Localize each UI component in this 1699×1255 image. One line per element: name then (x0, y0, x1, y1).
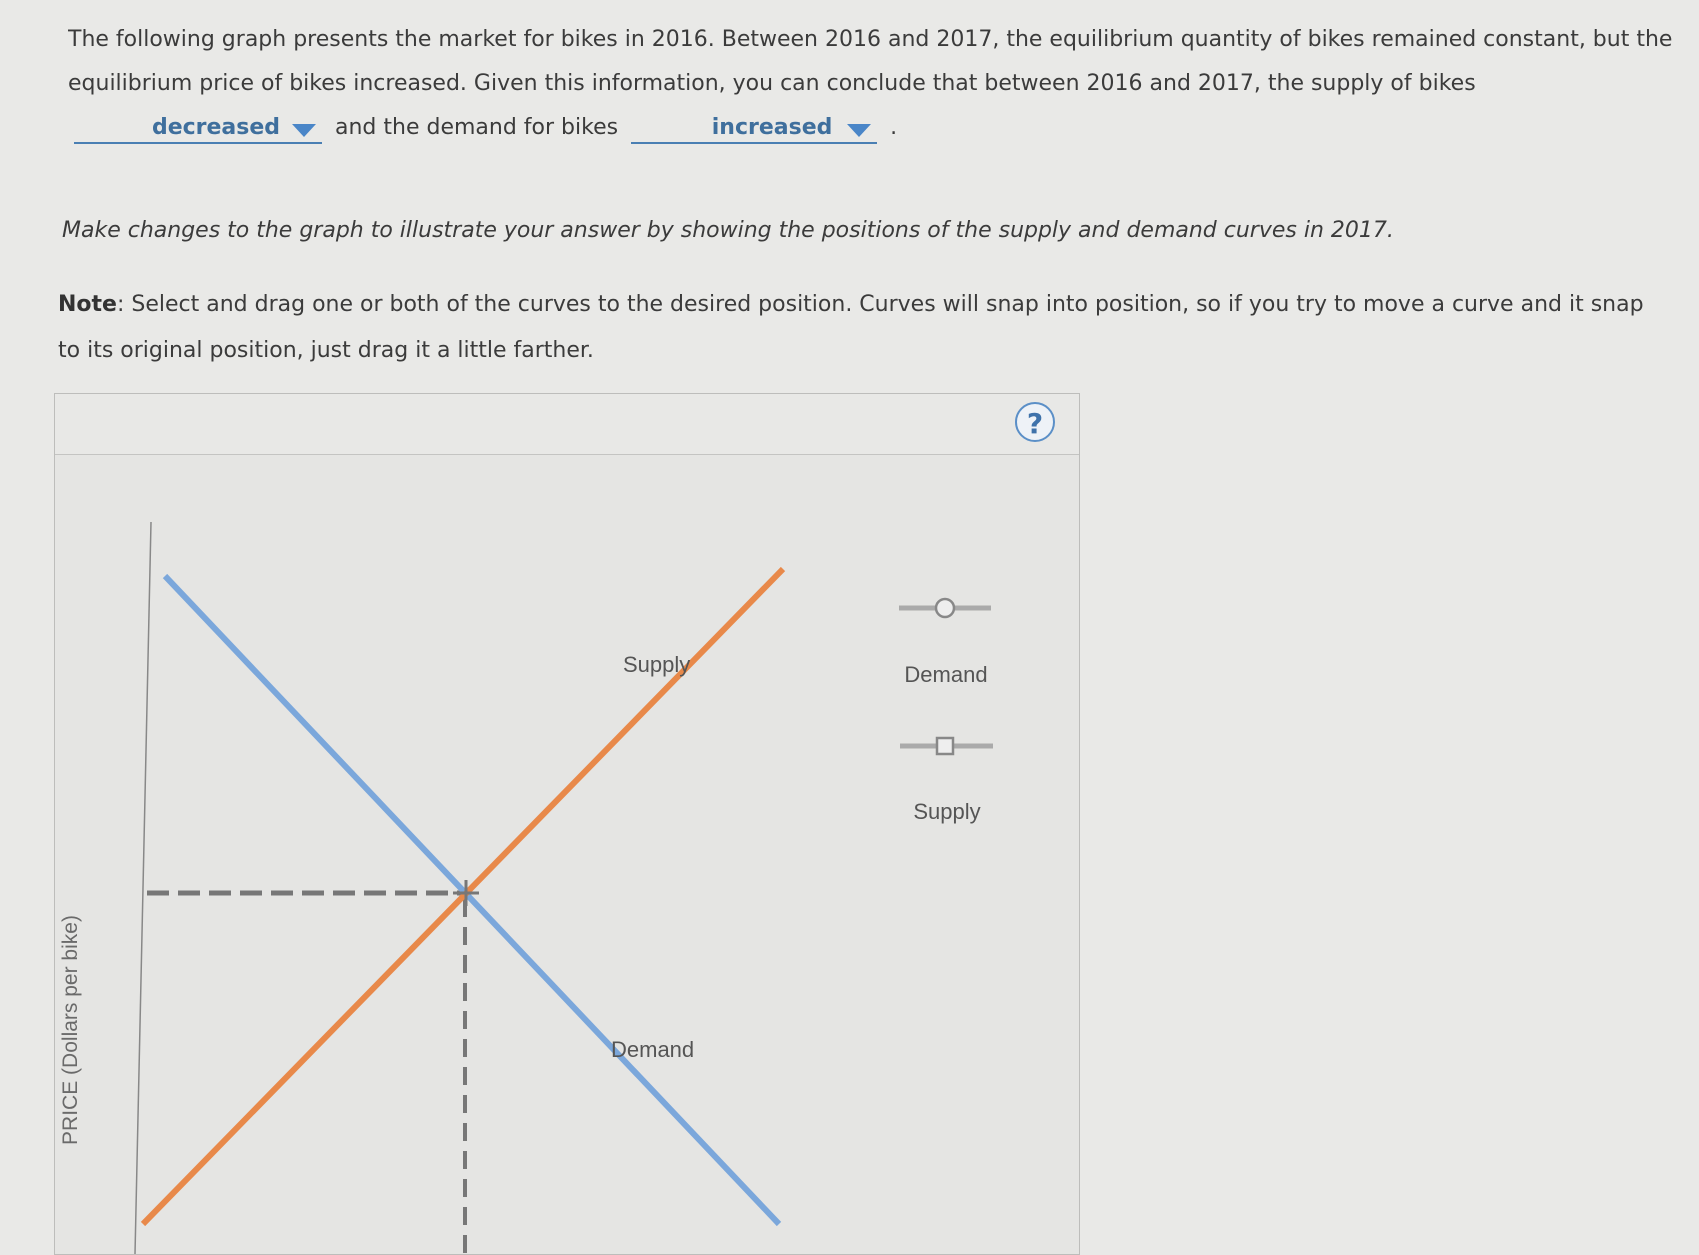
note-line-1 (58, 282, 1698, 328)
question-end-text: . (890, 115, 898, 140)
help-icon[interactable]: ? (1015, 402, 1055, 442)
y-axis-label: PRICE (Dollars per bike) (59, 915, 82, 1145)
demand-curve-label: Demand (611, 1037, 695, 1062)
question-text (68, 18, 1688, 150)
supply-change-dropdown[interactable] (74, 106, 322, 144)
question-line-2: equilibrium price of bikes increased. Given this information, you can conclude that between 2016 and 2017, the supply of bikes (68, 71, 1476, 96)
legend-supply-tool[interactable] (900, 738, 993, 824)
dropdown-caret-icon[interactable] (847, 124, 871, 137)
question-line-1: The following graph presents the market for bikes in 2016. Between 2016 and 2017, the equilibrium quantity of bikes remained constant, but the (68, 27, 1673, 52)
question-middle-text: and the demand for bikes (335, 115, 619, 140)
y-axis (135, 522, 151, 1254)
legend-supply-label: Supply (913, 799, 981, 824)
dropdown-caret-icon[interactable] (292, 124, 316, 137)
instruction-text: Make changes to the graph to illustrate your answer by showing the positions of the supply and demand curves in 2017. (62, 218, 1394, 243)
note-line-2: to its original position, just drag it a little farther. (58, 338, 594, 363)
circle-marker-icon[interactable] (936, 599, 954, 617)
legend-demand-tool[interactable] (899, 599, 991, 687)
supply-curve-label: Supply (623, 652, 691, 677)
question-line-3 (68, 106, 1688, 150)
legend-demand-label: Demand (904, 662, 988, 687)
supply-demand-graph (55, 394, 1079, 1254)
supply-change-value: decreased (151, 115, 281, 140)
note-line-1-body: : Select and drag one or both of the curves to the desired position. Curves will snap into position, so if you try to move a curve and it snap (116, 292, 1644, 317)
square-marker-icon[interactable] (937, 738, 953, 754)
note-label: Note (58, 292, 117, 317)
graph-panel (54, 393, 1080, 1255)
demand-change-value: increased (711, 115, 833, 140)
note-text (58, 282, 1698, 374)
demand-change-dropdown[interactable] (631, 106, 877, 144)
